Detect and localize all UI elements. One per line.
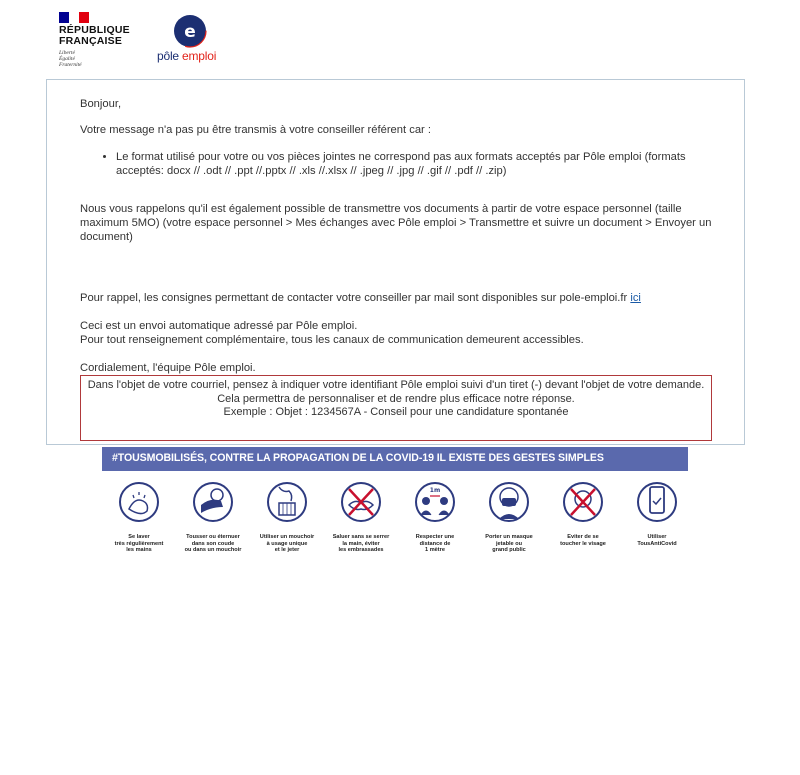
covid-banner: #TOUSMOBILISÉS, CONTRE LA PROPAGATION DE LA COVID-19 IL EXISTE DES GESTES SIMPLES: [102, 447, 688, 471]
hand-washing-icon: [119, 475, 159, 529]
rules-link[interactable]: ici: [630, 292, 641, 304]
gesture-mask: Porter un masque jetable ou grand public: [472, 475, 546, 554]
reason-list: [80, 150, 720, 178]
pole-emploi-wordmark: pôle emploi: [157, 49, 217, 63]
message-container: [46, 79, 745, 445]
french-flag-icon: [59, 12, 89, 23]
tissue-icon: [267, 475, 307, 529]
distance-icon: [415, 475, 455, 529]
gesture-hand-washing: Se laver très régulièrement les mains: [102, 475, 176, 554]
greeting: Bonjour,: [80, 98, 122, 110]
distance-badge: 1m: [429, 487, 441, 494]
svg-text:e: e: [184, 22, 196, 42]
pole-emploi-logo-icon: [173, 14, 207, 48]
gesture-phone-app: Utiliser TousAntiCovid: [620, 475, 694, 547]
gesture-tissue: Utiliser un mouchoir à usage unique et le jeter: [250, 475, 324, 554]
rules-text: Pour rappel, les consignes permettant de contacter votre conseiller par mail sont disponibles sur pole-emploi.fr ici: [80, 292, 641, 304]
gesture-no-handshake: Saluer sans se serrer la main, éviter les embrassades: [324, 475, 398, 554]
no-face-touch-icon: [563, 475, 603, 529]
covid-gestures: [102, 475, 688, 575]
republique-title: RÉPUBLIQUE FRANÇAISE: [59, 24, 130, 47]
auto-message-text: Ceci est un envoi automatique adressé par Pôle emploi. Pour tout renseignement complémentaire, tous les canaux de communication demeurent accessibles.: [80, 320, 584, 346]
reminder-text: Nous vous rappelons qu'il est également possible de transmettre vos documents à partir de votre espace personnel (taille maximum 5MO) (votre espace personnel > Mes échanges avec Pôle emploi > Transmettre et suivre un document > Envoyer un document): [80, 203, 712, 243]
gesture-cough-elbow: Tousser ou éternuer dans son coude ou dans un mouchoir: [176, 475, 250, 554]
republique-motto: Liberté Égalité Fraternité: [59, 50, 82, 68]
intro-text: Votre message n'a pas pu être transmis à votre conseiller référent car :: [80, 124, 431, 136]
gesture-distance: 1m Respecter une distance de 1 mètre: [398, 475, 472, 554]
gesture-no-face-touch: Eviter de se toucher le visage: [546, 475, 620, 547]
mask-icon: [489, 475, 529, 529]
phone-app-icon: [637, 475, 677, 529]
cough-elbow-icon: [193, 475, 233, 529]
no-handshake-icon: [341, 475, 381, 529]
republique-francaise-logo: [59, 12, 139, 68]
list-item: • Le format utilisé pour votre ou vos pièces jointes ne correspond pas aux formats acceptés par Pôle emploi (formats acceptés: docx // .odt // .ppt //.pptx // .xls //.xlsx // .jpeg // .jpg // .gif // .pdf // .zip): [116, 150, 720, 178]
signature: Cordialement, l'équipe Pôle emploi.: [80, 362, 256, 374]
subject-notice: Dans l'objet de votre courriel, pensez à indiquer votre identifiant Pôle emploi suivi d'un tiret (-) devant l'objet de votre demande. Cela permettra de personnaliser et de rendre plus efficace notre réponse. Exemple : Objet : 1234567A - Conseil pour une candidature spontanée: [80, 375, 712, 441]
